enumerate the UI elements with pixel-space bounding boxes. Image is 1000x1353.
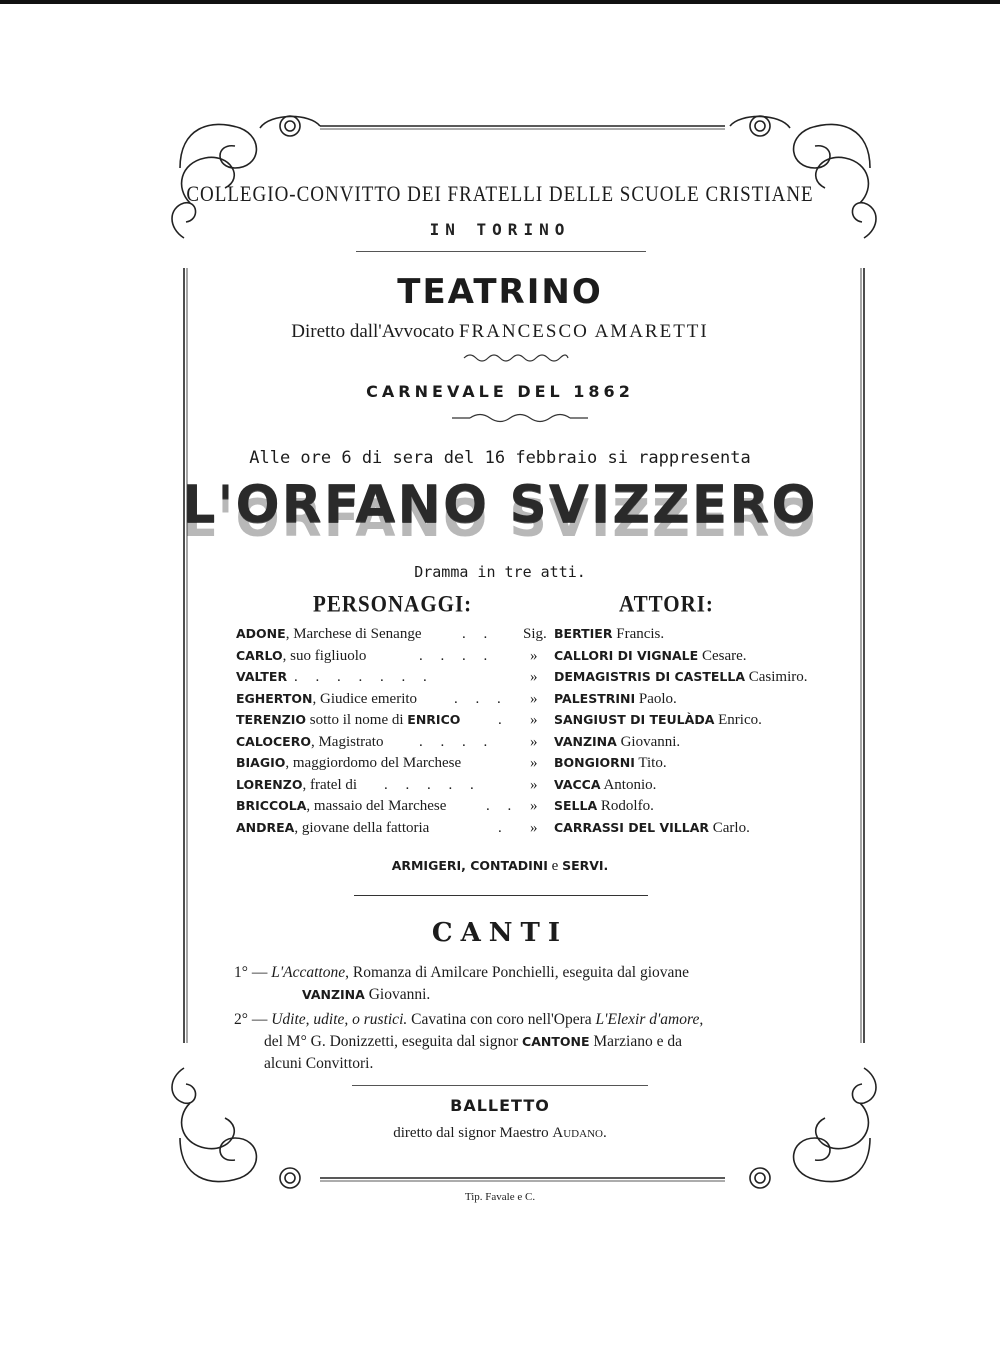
actor-given: Rodolfo. bbox=[600, 798, 654, 814]
divider bbox=[356, 251, 646, 252]
leader-dots: . . . . bbox=[419, 647, 495, 664]
teatrino-heading: TEATRINO bbox=[397, 272, 603, 312]
leader-dots: . . . bbox=[454, 690, 508, 707]
city-heading: IN TORINO bbox=[429, 220, 571, 239]
scan-edge-line bbox=[0, 0, 1000, 4]
actor-surname: BERTIER bbox=[554, 626, 613, 641]
balletto-director bbox=[0, 1125, 1000, 1142]
director-name: FRANCESCO AMARETTI bbox=[458, 321, 709, 342]
flourish-ornament bbox=[462, 350, 570, 366]
actor-surname: BONGIORNI bbox=[554, 755, 635, 770]
actor-surname: SELLA bbox=[554, 798, 598, 813]
actor-given: Carlo. bbox=[712, 819, 750, 836]
cast-row bbox=[236, 626, 836, 648]
singer-given: Giovanni. bbox=[368, 986, 431, 1003]
character-desc: sotto il nome di bbox=[306, 712, 404, 728]
character-name: EGHERTON bbox=[236, 690, 313, 706]
character-name: ADONE bbox=[236, 626, 286, 641]
song-desc: Cavatina con coro nell'Opera bbox=[411, 1011, 592, 1028]
character-desc: , giovane della fattoria bbox=[294, 819, 430, 836]
character-name: BRICCOLA bbox=[236, 798, 307, 813]
character-name: BIAGIO bbox=[236, 755, 286, 770]
character-name: TERENZIO bbox=[236, 712, 307, 727]
characters-heading: PERSONAGGI: bbox=[313, 590, 473, 618]
play-subtitle: Dramma in tre atti. bbox=[414, 563, 586, 581]
actor-surname: VANZINA bbox=[554, 733, 617, 749]
singer-surname: VANZINA bbox=[302, 987, 365, 1002]
character-name: ANDREA bbox=[236, 819, 295, 835]
extras-servants: SERVI. bbox=[562, 858, 609, 873]
title-mark: » bbox=[530, 712, 538, 728]
cast-row bbox=[236, 648, 836, 670]
character-name: LORENZO bbox=[236, 776, 303, 792]
title-mark: » bbox=[530, 798, 538, 814]
balletto-prefix: diretto dal signor Maestro bbox=[393, 1125, 549, 1141]
extras-line bbox=[0, 858, 1000, 875]
cast-row bbox=[236, 777, 836, 799]
title-mark: » bbox=[530, 819, 538, 836]
schedule-line: Alle ore 6 di sera del 16 febbraio si rappresenta bbox=[249, 448, 751, 468]
leader-dots: . . . . . bbox=[384, 776, 481, 793]
cast-list bbox=[236, 626, 836, 841]
extras-conjunction: e bbox=[551, 858, 559, 874]
character-desc: , Magistrato bbox=[310, 733, 384, 750]
opera-title: L'Elexir d'amore, bbox=[595, 1011, 704, 1028]
actor-given: Tito. bbox=[638, 755, 667, 771]
director-prefix: Diretto dall'Avvocato bbox=[291, 321, 455, 342]
balletto-heading: BALLETTO bbox=[450, 1096, 550, 1115]
cast-row bbox=[236, 755, 836, 777]
director-line bbox=[0, 321, 1000, 343]
actor-surname: CALLORI DI VIGNALE bbox=[554, 647, 699, 663]
maestro-name: Audano. bbox=[552, 1125, 607, 1141]
actor-given: Giovanni. bbox=[620, 733, 681, 750]
song-number: 1° — bbox=[234, 964, 268, 981]
leader-dots: . bbox=[498, 712, 509, 728]
institution-heading: COLLEGIO-CONVITTO DEI FRATELLI DELLE SCUOLE CRISTIANE bbox=[186, 182, 814, 207]
song-item-2 bbox=[234, 1009, 809, 1075]
singer-surname: CANTONE bbox=[522, 1034, 590, 1049]
actor-surname: VACCA bbox=[554, 776, 601, 792]
flourish-ornament bbox=[450, 409, 590, 427]
song-title: Udite, udite, o rustici. bbox=[271, 1011, 408, 1028]
character-alias: ENRICO bbox=[407, 712, 461, 727]
actor-given: Cesare. bbox=[701, 647, 747, 664]
character-desc: , maggiordomo del Marchese bbox=[285, 755, 462, 771]
character-name: VALTER bbox=[236, 669, 288, 684]
leader-dots: . . bbox=[486, 798, 519, 814]
cast-row bbox=[236, 712, 836, 734]
actor-given: Paolo. bbox=[638, 690, 677, 707]
song-item-1 bbox=[234, 962, 809, 1006]
actor-given: Casimiro. bbox=[748, 669, 808, 685]
singer-given: Marziano e da bbox=[593, 1033, 683, 1050]
divider bbox=[352, 1085, 648, 1086]
title-mark: Sig. bbox=[523, 626, 547, 642]
leader-dots: . . . . bbox=[419, 733, 495, 750]
season-line: CARNEVALE DEL 1862 bbox=[366, 382, 634, 401]
cast-row bbox=[236, 669, 836, 691]
cast-row bbox=[236, 691, 836, 713]
section-divider bbox=[354, 895, 648, 896]
cast-row bbox=[236, 798, 836, 820]
song-title: L'Accattone bbox=[271, 964, 346, 981]
composer-line: del M° G. Donizzetti, eseguita dal signor bbox=[264, 1033, 519, 1050]
actor-surname: PALESTRINI bbox=[554, 690, 636, 706]
character-desc: , suo figliuolo bbox=[282, 647, 367, 664]
character-desc: , fratel di bbox=[302, 776, 358, 793]
actor-given: Antonio. bbox=[603, 776, 657, 793]
actor-surname: SANGIUST DI TEULÀDA bbox=[554, 712, 715, 727]
canti-heading: CANTI bbox=[431, 918, 569, 948]
title-mark: » bbox=[530, 669, 538, 685]
song-desc: , Romanza di Amilcare Ponchielli, eseguita dal giovane bbox=[345, 964, 690, 981]
song-number: 2° — bbox=[234, 1011, 268, 1028]
printer-credit: Tip. Favale e C. bbox=[464, 1191, 536, 1203]
actor-given: Enrico. bbox=[718, 712, 762, 728]
title-mark: » bbox=[530, 647, 538, 664]
title-mark: » bbox=[530, 690, 538, 707]
actor-surname: DEMAGISTRIS DI CASTELLA bbox=[554, 669, 745, 684]
actor-surname: CARRASSI DEL VILLAR bbox=[554, 819, 710, 835]
cast-row bbox=[236, 734, 836, 756]
chorus-line: alcuni Convittori. bbox=[264, 1055, 374, 1072]
actors-heading: ATTORI: bbox=[619, 590, 714, 618]
actor-given: Francis. bbox=[616, 626, 665, 642]
title-mark: » bbox=[530, 733, 538, 750]
character-desc: , Marchese di Senange bbox=[285, 626, 422, 642]
title-mark: » bbox=[530, 776, 538, 793]
extras-list: ARMIGERI, CONTADINI bbox=[391, 858, 548, 873]
character-desc: , massaio del Marchese bbox=[306, 798, 447, 814]
leader-dots: . bbox=[498, 819, 509, 836]
leader-dots: . . . . . . . bbox=[294, 669, 434, 685]
cast-row bbox=[236, 820, 836, 842]
character-name: CALOCERO bbox=[236, 733, 311, 749]
play-title: L'ORFANO SVIZZERO bbox=[182, 475, 818, 535]
character-desc: , Giudice emerito bbox=[312, 690, 418, 707]
character-name: CARLO bbox=[236, 647, 283, 663]
leader-dots: . . bbox=[462, 626, 495, 642]
title-mark: » bbox=[530, 755, 538, 771]
